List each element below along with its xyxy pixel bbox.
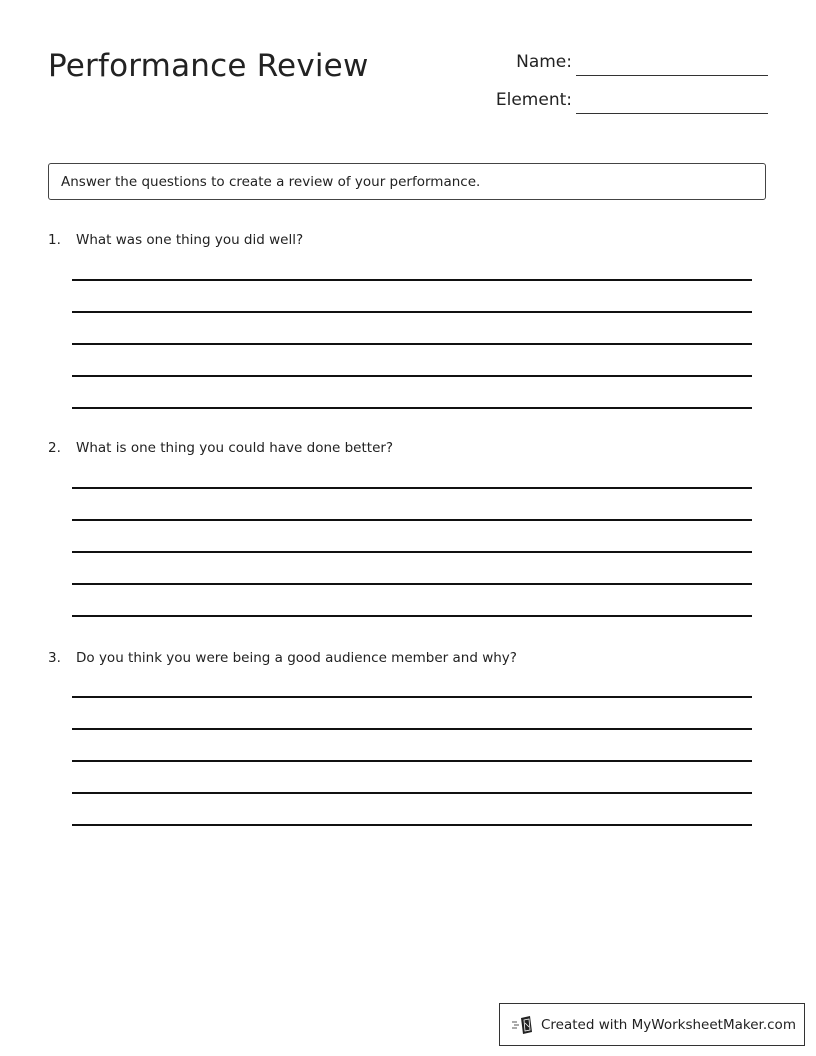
- instructions-text: Answer the questions to create a review of your performance.: [61, 174, 481, 190]
- footer-text: Created with MyWorksheetMaker.com: [541, 1017, 796, 1033]
- answer-line[interactable]: [72, 760, 752, 762]
- answer-line[interactable]: [72, 551, 752, 553]
- question-text: What is one thing you could have done better?: [76, 440, 394, 456]
- question-text: What was one thing you did well?: [76, 232, 304, 248]
- answer-line[interactable]: [72, 728, 752, 730]
- element-field[interactable]: [470, 86, 768, 116]
- element-label: Element:: [495, 90, 572, 110]
- answer-line[interactable]: [72, 343, 752, 345]
- answer-line[interactable]: [72, 696, 752, 698]
- question-number: 3.: [48, 650, 61, 666]
- question-text: Do you think you were being a good audience member and why?: [76, 650, 517, 666]
- answer-line[interactable]: [72, 824, 752, 826]
- page-title: Performance Review: [48, 48, 369, 84]
- name-label: Name:: [516, 52, 572, 72]
- answer-line[interactable]: [72, 519, 752, 521]
- question-number: 1.: [48, 232, 61, 248]
- answer-line[interactable]: [72, 615, 752, 617]
- answer-line[interactable]: [72, 487, 752, 489]
- answer-line[interactable]: [72, 311, 752, 313]
- answer-line[interactable]: [72, 792, 752, 794]
- question-3: [48, 650, 768, 830]
- answer-line[interactable]: [72, 279, 752, 281]
- instructions-box: [48, 163, 766, 200]
- answer-line[interactable]: [72, 407, 752, 409]
- question-2: [48, 440, 768, 620]
- answer-line[interactable]: [72, 583, 752, 585]
- question-1: [48, 232, 768, 412]
- question-number: 2.: [48, 440, 61, 456]
- answer-line[interactable]: [72, 375, 752, 377]
- name-field[interactable]: [470, 48, 768, 78]
- element-input-line[interactable]: [576, 113, 768, 114]
- worksheet-maker-logo-icon: [512, 1015, 536, 1035]
- footer-badge[interactable]: [499, 1003, 805, 1046]
- name-input-line[interactable]: [576, 75, 768, 76]
